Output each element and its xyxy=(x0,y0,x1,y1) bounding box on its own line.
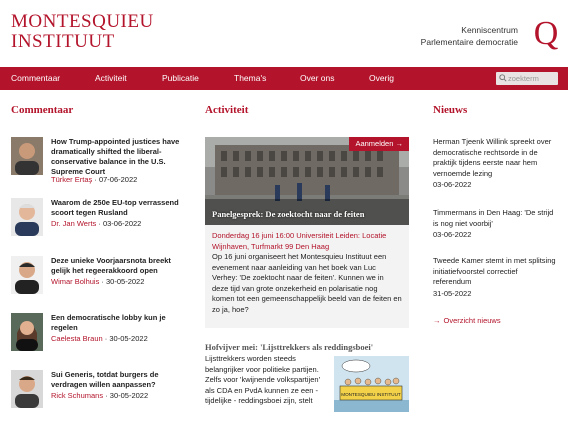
comment-date: 03-06-2022 xyxy=(102,219,142,228)
news-overview-label: Overzicht nieuws xyxy=(443,316,501,325)
activity-details xyxy=(205,225,409,328)
cartoon-label: MONTESQUIEU INSTITUUT xyxy=(341,392,401,397)
tagline-line-2: Parlementaire democratie xyxy=(420,37,518,47)
news-item[interactable] xyxy=(433,208,558,239)
section-title-activiteit[interactable]: Activiteit xyxy=(205,104,249,116)
section-title-nieuws[interactable]: Nieuws xyxy=(433,104,468,116)
comment-author[interactable]: Rick Schumans xyxy=(51,391,104,400)
main-nav xyxy=(0,67,568,90)
comment-meta: Dr. Jan Werts · 03-06-2022 xyxy=(51,219,142,228)
activity-image[interactable] xyxy=(205,137,409,225)
site-header xyxy=(0,0,568,67)
author-photo xyxy=(11,137,43,175)
tagline-line-1: Kenniscentrum xyxy=(461,25,518,35)
nav-commentaar[interactable]: Commentaar xyxy=(11,73,61,83)
author-photo xyxy=(11,370,43,408)
comment-meta: Rick Schumans · 30-05-2022 xyxy=(51,391,149,400)
comment-title[interactable]: Deze unieke Voorjaarsnota breekt gelijk het regeerakkoord open xyxy=(51,256,171,275)
nav-publicatie[interactable]: Publicatie xyxy=(162,73,199,83)
news-title[interactable]: Herman Tjeenk Willink spreekt over democratische rechtsorde in de praktijk tijdens eerste naar hem vernoemde lezing xyxy=(433,137,552,178)
q-logo-icon[interactable] xyxy=(533,14,559,52)
register-label: Aanmelden xyxy=(355,139,394,148)
news-date: 03-06-2022 xyxy=(433,180,472,189)
comment-author[interactable]: Wimar Bolhuis xyxy=(51,277,100,286)
news-date: 03-06-2022 xyxy=(433,230,472,239)
search-input[interactable] xyxy=(508,72,556,85)
logo-line-2: INSTITUUT xyxy=(11,31,115,52)
comment-author[interactable]: Türker Ertaş xyxy=(51,175,93,184)
arrow-right-icon: → xyxy=(433,316,441,325)
search-box xyxy=(496,72,558,85)
comment-title[interactable]: Sui Generis, totdat burgers de verdragen willen aanpassen? xyxy=(51,370,159,389)
tagline xyxy=(421,24,518,48)
author-photo xyxy=(11,256,43,294)
news-title[interactable]: Timmermans in Den Haag: 'De strijd is nog niet voorbij' xyxy=(433,208,554,228)
comment-meta: Caelesta Braun · 30-05-2022 xyxy=(51,334,148,343)
news-item[interactable] xyxy=(433,256,558,298)
section-title-commentaar[interactable]: Commentaar xyxy=(11,104,74,116)
search-icon[interactable] xyxy=(499,74,507,82)
comment-date: 07-06-2022 xyxy=(98,175,138,184)
comment-meta: Wimar Bolhuis · 30-05-2022 xyxy=(51,277,145,286)
hofvijver-text: Lijsttrekkers worden steeds belangrijker voor politieke partijen. Zelfs voor 'kwijnende volkspartijen' als CDA en PvdA kunnen ze een - tijdelijke - reddingsboei zijn, stelt xyxy=(205,354,320,405)
svg-text:Q: Q xyxy=(533,15,559,52)
comment-title[interactable]: Een democratische lobby kun je regelen xyxy=(51,313,166,332)
register-button[interactable] xyxy=(349,137,409,151)
news-title[interactable]: Tweede Kamer stemt in met splitsing initiatiefvoorstel correctief referendum xyxy=(433,256,556,286)
activity-caption[interactable]: Panelgesprek: De zoektocht naar de feiten xyxy=(212,209,365,219)
hofvijver-cartoon[interactable] xyxy=(334,356,409,412)
site-logo[interactable] xyxy=(11,12,154,52)
nav-activiteit[interactable]: Activiteit xyxy=(95,73,127,83)
arrow-right-icon: → xyxy=(395,139,403,148)
comment-date: 30-05-2022 xyxy=(109,391,149,400)
logo-line-1: MONTESQUIEU xyxy=(11,11,154,32)
comment-date: 30-05-2022 xyxy=(106,277,145,286)
comment-author[interactable]: Dr. Jan Werts xyxy=(51,219,97,228)
activity-when-where[interactable]: Donderdag 16 juni 16:00 Universiteit Leiden: Locatie Wijnhaven, Turfmarkt 99 Den Haag xyxy=(212,231,387,251)
comment-author[interactable]: Caelesta Braun xyxy=(51,334,103,343)
news-date: 31-05-2022 xyxy=(433,288,472,298)
nav-themas[interactable]: Thema's xyxy=(234,73,267,83)
author-photo xyxy=(11,198,43,236)
nav-over-ons[interactable]: Over ons xyxy=(300,73,335,83)
nav-overig[interactable]: Overig xyxy=(369,73,395,83)
news-overview-link[interactable] xyxy=(433,316,501,325)
author-photo xyxy=(11,313,43,351)
news-item[interactable] xyxy=(433,137,558,189)
comment-title[interactable]: Waarom de 250e EU-top verrassend scoort tegen Rusland xyxy=(51,198,179,217)
comment-date: 30-05-2022 xyxy=(109,334,148,343)
hofvijver-title[interactable]: Hofvijver mei: 'Lijsttrekkers als reddingsboei' xyxy=(205,342,374,352)
activity-description: Op 16 juni organiseert het Montesquieu Instituut een evenement naar aanleiding van het boek van Luc Verhey: 'De zoektocht naar de feiten'. Kunnen we in deze tijd van grote onzekerheid en polarisatie nog komen tot een gemeenschappelijk beeld van de feiten en zo ja, hoe? xyxy=(212,252,402,314)
comment-meta: Türker Ertaş · 07-06-2022 xyxy=(51,175,138,184)
comment-title[interactable]: How Trump-appointed justices have dramatically shifted the liberal-conservative balance in the U.S. Supreme Court xyxy=(51,137,180,176)
